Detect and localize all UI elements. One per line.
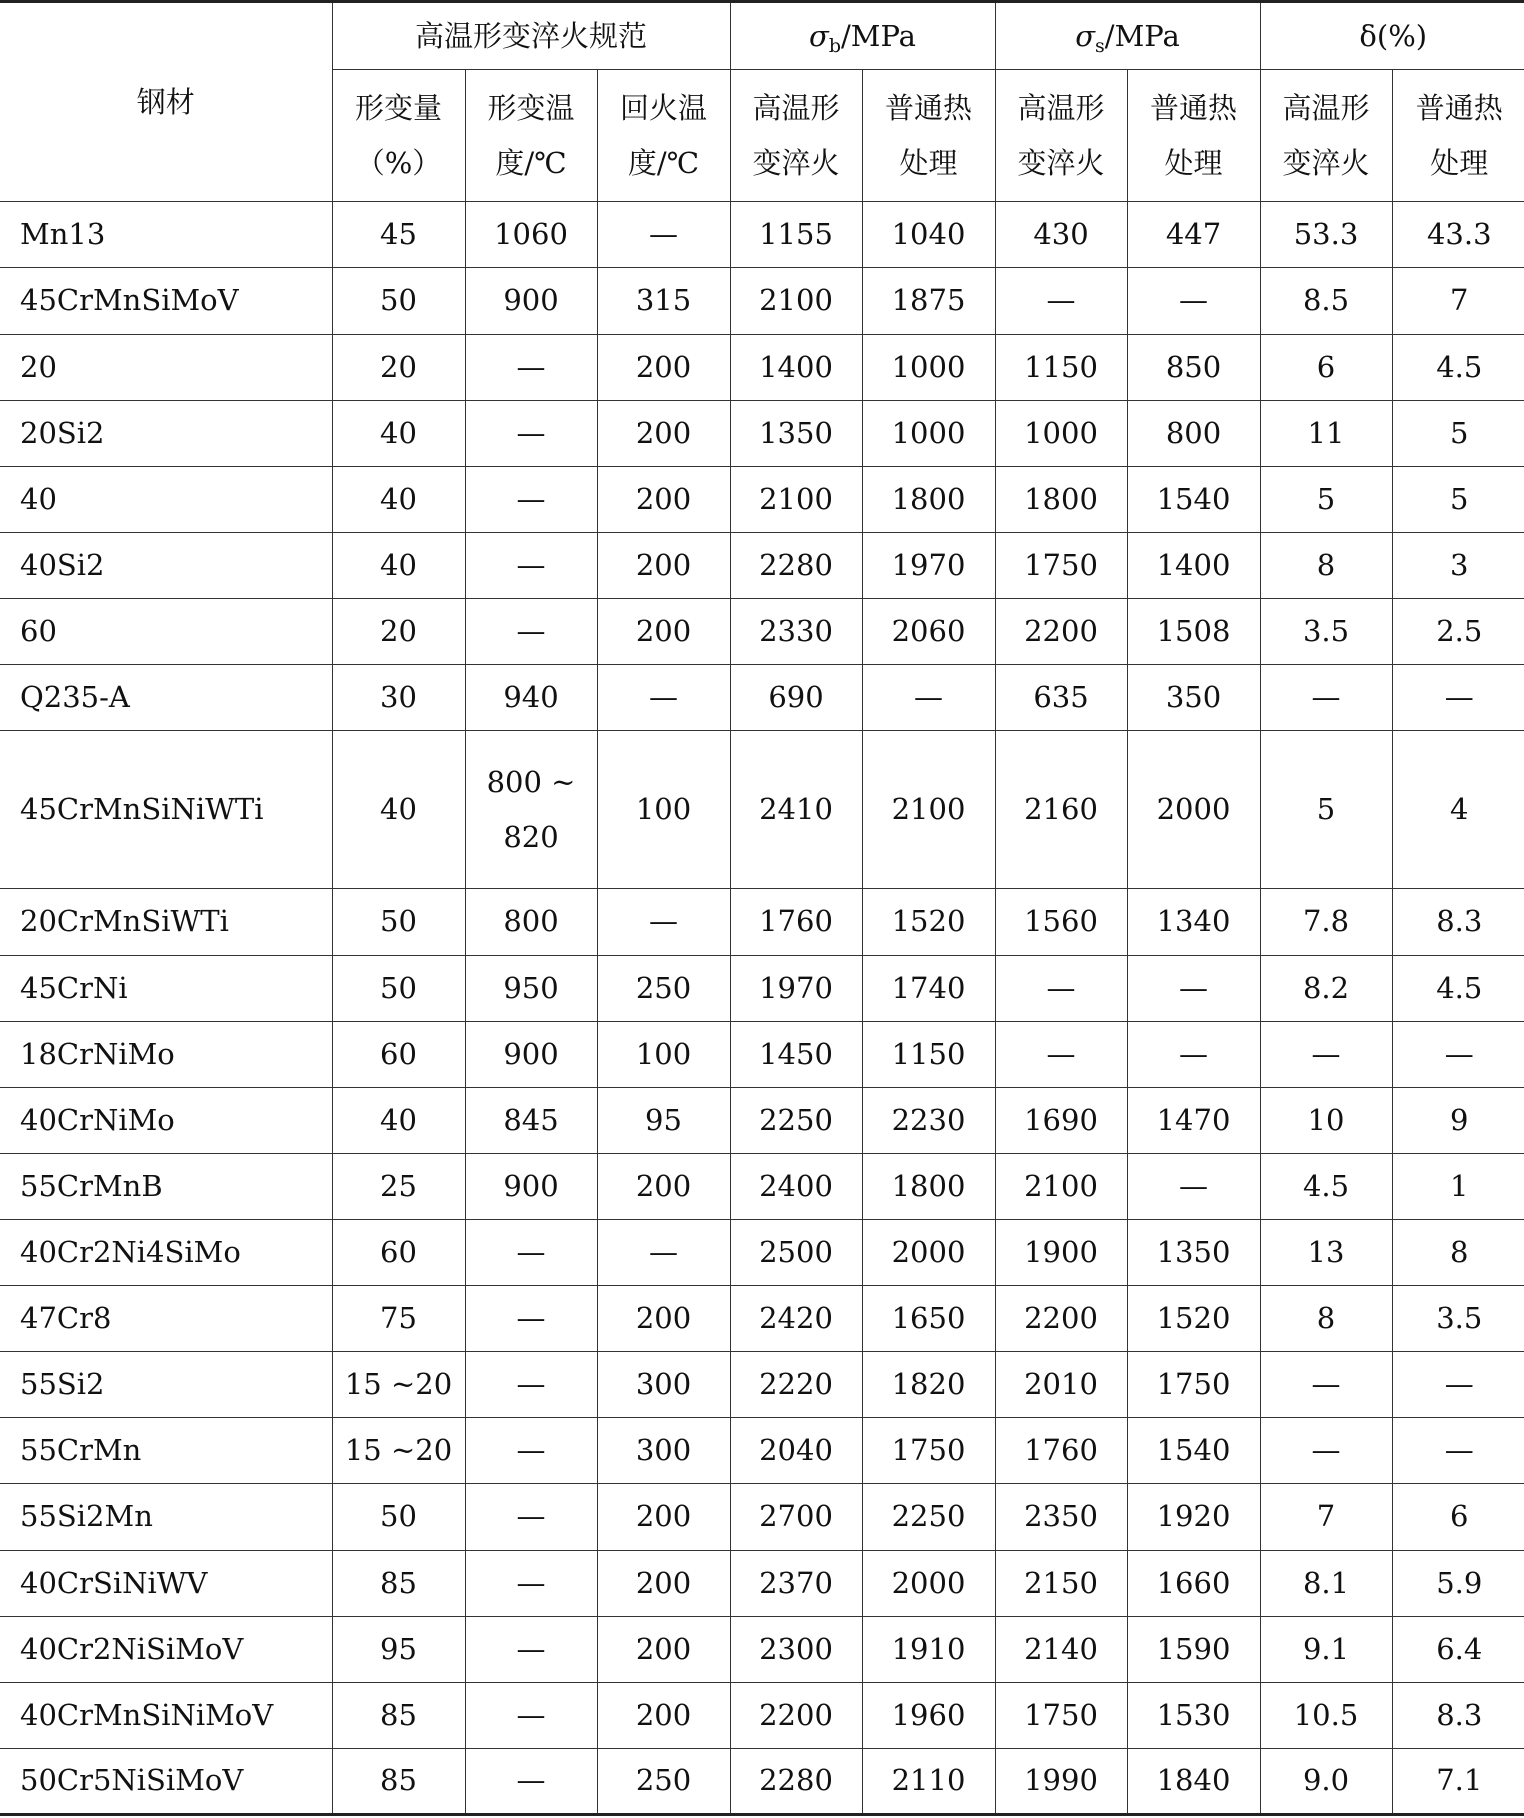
header-deform-amount: [332, 70, 465, 202]
table-cell: 2200: [995, 598, 1127, 664]
header-delta: δ(%): [1260, 2, 1524, 70]
table-cell: 2100: [730, 466, 862, 532]
table-cell: 300: [597, 1352, 730, 1418]
header-spec-group: 高温形变淬火规范: [332, 2, 730, 70]
table-cell: 1800: [995, 466, 1127, 532]
steel-name-cell: 40Cr2NiSiMoV: [0, 1616, 332, 1682]
table-cell: 1660: [1127, 1550, 1260, 1616]
table-cell: —: [597, 665, 730, 731]
table-cell: 8.3: [1392, 889, 1524, 955]
table-cell: 1840: [1127, 1748, 1260, 1814]
table-cell: —: [995, 1021, 1127, 1087]
table-cell: 1740: [862, 955, 995, 1021]
cell-line: 800 ~: [486, 764, 576, 799]
header-htmq-line2: 变淬火: [752, 145, 840, 180]
table-cell: 85: [332, 1550, 465, 1616]
steel-name-cell: 55Si2Mn: [0, 1484, 332, 1550]
steel-name-cell: 20Si2: [0, 400, 332, 466]
table-cell: 200: [597, 1550, 730, 1616]
table-cell: 40: [332, 731, 465, 889]
table-row: [0, 1682, 1524, 1748]
sigma-b-subscript: b: [828, 34, 841, 57]
table-cell: 2100: [730, 268, 862, 334]
header-temper-temp-line1: 回火温: [619, 90, 707, 125]
table-cell: 3.5: [1392, 1286, 1524, 1352]
table-cell: 1060: [465, 202, 597, 268]
header-delta-normal: [1392, 70, 1524, 202]
steel-name-cell: 55CrMn: [0, 1418, 332, 1484]
table-cell: 15 ~20: [332, 1418, 465, 1484]
table-cell: —: [1392, 1352, 1524, 1418]
table-cell: —: [1127, 1153, 1260, 1219]
table-row: [0, 466, 1524, 532]
table-cell: 845: [465, 1087, 597, 1153]
header-deform-temp: [465, 70, 597, 202]
table-cell: 7: [1260, 1484, 1392, 1550]
table-cell: —: [465, 400, 597, 466]
table-cell: 1155: [730, 202, 862, 268]
table-cell: 8.3: [1392, 1682, 1524, 1748]
header-htmq-line2: 变淬火: [1282, 145, 1370, 180]
table-cell: 10: [1260, 1087, 1392, 1153]
table-cell: 7.1: [1392, 1748, 1524, 1814]
header-normal-line1: 普通热: [1149, 90, 1237, 125]
table-cell: 1: [1392, 1153, 1524, 1219]
table-cell: 1760: [995, 1418, 1127, 1484]
table-cell: 950: [465, 955, 597, 1021]
table-cell: —: [597, 1220, 730, 1286]
table-cell: 250: [597, 955, 730, 1021]
table-cell: 5: [1392, 466, 1524, 532]
table-cell: 2280: [730, 532, 862, 598]
header-sigma-s-normal: [1127, 70, 1260, 202]
steel-name-cell: 60: [0, 598, 332, 664]
steel-name-cell: 18CrNiMo: [0, 1021, 332, 1087]
table-cell: 85: [332, 1682, 465, 1748]
table-cell: 50: [332, 1484, 465, 1550]
table-cell: —: [465, 1220, 597, 1286]
table-cell: 200: [597, 1616, 730, 1682]
table-cell: —: [1127, 268, 1260, 334]
header-sigma-b-htmq: [730, 70, 862, 202]
header-row-1: [0, 2, 1524, 70]
table-cell: 2100: [995, 1153, 1127, 1219]
table-cell: —: [1260, 1021, 1392, 1087]
header-delta-htmq: [1260, 70, 1392, 202]
table-row: [0, 1418, 1524, 1484]
table-cell: 1530: [1127, 1682, 1260, 1748]
header-normal-line2: 处理: [1430, 145, 1489, 180]
table-cell: 200: [597, 400, 730, 466]
table-cell: 2060: [862, 598, 995, 664]
table-row: [0, 532, 1524, 598]
table-cell: —: [1392, 1021, 1524, 1087]
table-cell: 200: [597, 1682, 730, 1748]
table-cell: 4.5: [1392, 955, 1524, 1021]
table-cell: 1340: [1127, 889, 1260, 955]
table-cell: 4: [1392, 731, 1524, 889]
table-cell: 2200: [995, 1286, 1127, 1352]
table-cell: 2000: [1127, 731, 1260, 889]
table-cell: —: [465, 1550, 597, 1616]
table-cell: 9.1: [1260, 1616, 1392, 1682]
steel-name-cell: 55CrMnB: [0, 1153, 332, 1219]
table-cell: 6: [1260, 334, 1392, 400]
header-htmq-line1: 高温形: [752, 90, 840, 125]
table-cell: 1920: [1127, 1484, 1260, 1550]
table-cell: 5: [1392, 400, 1524, 466]
steel-name-cell: 45CrMnSiNiWTi: [0, 731, 332, 889]
header-temper-temp-line2: 度/℃: [627, 145, 700, 180]
table-cell: 2140: [995, 1616, 1127, 1682]
table-cell: —: [995, 955, 1127, 1021]
table-cell: 1910: [862, 1616, 995, 1682]
header-htmq-line1: 高温形: [1017, 90, 1105, 125]
header-sigma-b: [730, 2, 995, 70]
table-cell: 800: [465, 889, 597, 955]
header-sigma-s-htmq: [995, 70, 1127, 202]
table-cell: 2010: [995, 1352, 1127, 1418]
table-cell: 1540: [1127, 1418, 1260, 1484]
table-cell: 800: [1127, 400, 1260, 466]
table-cell: 60: [332, 1220, 465, 1286]
table-cell: —: [995, 268, 1127, 334]
table-cell: 1960: [862, 1682, 995, 1748]
table-cell: 50: [332, 889, 465, 955]
table-cell: —: [465, 1484, 597, 1550]
header-sigma-s: [995, 2, 1260, 70]
table-cell: 1520: [862, 889, 995, 955]
header-deform-temp-line2: 度/℃: [495, 145, 567, 180]
table-cell: 60: [332, 1021, 465, 1087]
table-cell: 200: [597, 466, 730, 532]
table-cell: [465, 731, 597, 889]
table-cell: 350: [1127, 665, 1260, 731]
table-cell: 1350: [730, 400, 862, 466]
table-cell: 2420: [730, 1286, 862, 1352]
table-cell: 1750: [862, 1418, 995, 1484]
table-cell: 1150: [862, 1021, 995, 1087]
table-cell: —: [465, 532, 597, 598]
table-cell: 75: [332, 1286, 465, 1352]
steel-name-cell: Q235-A: [0, 665, 332, 731]
table-cell: 1000: [862, 334, 995, 400]
table-cell: 200: [597, 1153, 730, 1219]
table-cell: 95: [597, 1087, 730, 1153]
table-cell: 2350: [995, 1484, 1127, 1550]
table-cell: 1750: [1127, 1352, 1260, 1418]
table-cell: 1400: [1127, 532, 1260, 598]
table-cell: 2150: [995, 1550, 1127, 1616]
table-cell: 40: [332, 532, 465, 598]
table-cell: 1750: [995, 532, 1127, 598]
table-cell: 40: [332, 466, 465, 532]
table-cell: 635: [995, 665, 1127, 731]
table-row: [0, 1352, 1524, 1418]
table-cell: 1508: [1127, 598, 1260, 664]
table-cell: 1470: [1127, 1087, 1260, 1153]
table-cell: 1590: [1127, 1616, 1260, 1682]
table-cell: 2250: [730, 1087, 862, 1153]
table-cell: 2160: [995, 731, 1127, 889]
table-cell: —: [465, 1616, 597, 1682]
table-cell: 9.0: [1260, 1748, 1392, 1814]
table-cell: 40: [332, 400, 465, 466]
table-cell: 6: [1392, 1484, 1524, 1550]
table-cell: 1900: [995, 1220, 1127, 1286]
table-row: [0, 1087, 1524, 1153]
steel-name-cell: 20CrMnSiWTi: [0, 889, 332, 955]
table-cell: 1040: [862, 202, 995, 268]
sigma-b-symbol: σ: [809, 18, 829, 53]
table-cell: 8: [1260, 1286, 1392, 1352]
table-cell: 5: [1260, 466, 1392, 532]
table-cell: 1800: [862, 1153, 995, 1219]
steel-name-cell: 50Cr5NiSiMoV: [0, 1748, 332, 1814]
table-cell: 1560: [995, 889, 1127, 955]
table-cell: —: [1127, 955, 1260, 1021]
table-cell: —: [1392, 1418, 1524, 1484]
table-cell: 20: [332, 598, 465, 664]
table-row: [0, 955, 1524, 1021]
table-row: [0, 1286, 1524, 1352]
table-cell: 900: [465, 1021, 597, 1087]
table-cell: 6.4: [1392, 1616, 1524, 1682]
table-cell: 940: [465, 665, 597, 731]
table-cell: 2100: [862, 731, 995, 889]
table-cell: 50: [332, 955, 465, 1021]
table-cell: 2400: [730, 1153, 862, 1219]
table-cell: 1690: [995, 1087, 1127, 1153]
table-cell: 8.5: [1260, 268, 1392, 334]
table-cell: —: [465, 1286, 597, 1352]
table-row: [0, 1484, 1524, 1550]
table-cell: 100: [597, 731, 730, 889]
table-cell: 690: [730, 665, 862, 731]
table-cell: 2000: [862, 1550, 995, 1616]
table-cell: 50: [332, 268, 465, 334]
table-cell: 1350: [1127, 1220, 1260, 1286]
table-cell: 1000: [995, 400, 1127, 466]
table-cell: —: [465, 1682, 597, 1748]
table-cell: —: [597, 889, 730, 955]
table-cell: 200: [597, 1286, 730, 1352]
steel-name-cell: 40Cr2Ni4SiMo: [0, 1220, 332, 1286]
table-cell: —: [862, 665, 995, 731]
header-deform-amount-line2: （%）: [355, 145, 442, 180]
table-cell: 1875: [862, 268, 995, 334]
cell-line: 820: [503, 819, 559, 854]
table-cell: 1520: [1127, 1286, 1260, 1352]
table-cell: 5.9: [1392, 1550, 1524, 1616]
steel-name-cell: 40CrNiMo: [0, 1087, 332, 1153]
sigma-b-unit: /MPa: [841, 18, 916, 53]
table-row: [0, 400, 1524, 466]
table-cell: 2330: [730, 598, 862, 664]
table-cell: 2280: [730, 1748, 862, 1814]
table-cell: 1400: [730, 334, 862, 400]
sigma-s-unit: /MPa: [1104, 18, 1180, 53]
table-cell: 2370: [730, 1550, 862, 1616]
table-cell: 11: [1260, 400, 1392, 466]
table-cell: 40: [332, 1087, 465, 1153]
steel-name-cell: 45CrNi: [0, 955, 332, 1021]
table-cell: 200: [597, 1484, 730, 1550]
table-cell: 2000: [862, 1220, 995, 1286]
table-cell: 5: [1260, 731, 1392, 889]
table-cell: 13: [1260, 1220, 1392, 1286]
table-cell: —: [597, 202, 730, 268]
steel-name-cell: Mn13: [0, 202, 332, 268]
table-cell: 53.3: [1260, 202, 1392, 268]
table-row: [0, 731, 1524, 889]
table-cell: —: [465, 1748, 597, 1814]
header-htmq-line1: 高温形: [1282, 90, 1370, 125]
table-cell: 2110: [862, 1748, 995, 1814]
table-cell: 20: [332, 334, 465, 400]
table-row: [0, 1021, 1524, 1087]
sigma-s-subscript: s: [1095, 34, 1105, 57]
table-cell: 1970: [730, 955, 862, 1021]
table-cell: 85: [332, 1748, 465, 1814]
header-normal-line2: 处理: [1164, 145, 1223, 180]
table-row: [0, 1153, 1524, 1219]
table-cell: 4.5: [1260, 1153, 1392, 1219]
table-cell: 1540: [1127, 466, 1260, 532]
table-cell: 2220: [730, 1352, 862, 1418]
table-cell: 430: [995, 202, 1127, 268]
table-row: [0, 334, 1524, 400]
table-cell: 8: [1392, 1220, 1524, 1286]
steel-name-cell: 47Cr8: [0, 1286, 332, 1352]
table-cell: 2230: [862, 1087, 995, 1153]
table-cell: 7: [1392, 268, 1524, 334]
header-deform-temp-line1: 形变温: [487, 90, 575, 125]
table-row: [0, 1550, 1524, 1616]
sigma-s-symbol: σ: [1075, 18, 1096, 53]
table-cell: —: [1260, 1418, 1392, 1484]
table-row: [0, 598, 1524, 664]
header-normal-line1: 普通热: [1415, 90, 1503, 125]
table-cell: —: [465, 334, 597, 400]
table-cell: 9: [1392, 1087, 1524, 1153]
table-cell: 1150: [995, 334, 1127, 400]
table-cell: 315: [597, 268, 730, 334]
table-cell: 1970: [862, 532, 995, 598]
table-row: [0, 202, 1524, 268]
table-row: [0, 1220, 1524, 1286]
table-cell: 2200: [730, 1682, 862, 1748]
header-steel: 钢材: [0, 2, 332, 202]
table-cell: 900: [465, 268, 597, 334]
header-temper-temp: [597, 70, 730, 202]
table-row: [0, 1616, 1524, 1682]
table-cell: 15 ~20: [332, 1352, 465, 1418]
table-cell: —: [1260, 1352, 1392, 1418]
table-cell: 2.5: [1392, 598, 1524, 664]
header-htmq-line2: 变淬火: [1017, 145, 1105, 180]
table-cell: 8.1: [1260, 1550, 1392, 1616]
steel-name-cell: 55Si2: [0, 1352, 332, 1418]
table-cell: 1000: [862, 400, 995, 466]
table-cell: 2500: [730, 1220, 862, 1286]
table-cell: 95: [332, 1616, 465, 1682]
steel-name-cell: 40CrSiNiWV: [0, 1550, 332, 1616]
steel-name-cell: 20: [0, 334, 332, 400]
table-cell: 1800: [862, 466, 995, 532]
table-cell: 1820: [862, 1352, 995, 1418]
table-cell: 200: [597, 334, 730, 400]
table-cell: —: [465, 598, 597, 664]
table-cell: 45: [332, 202, 465, 268]
table-cell: 250: [597, 1748, 730, 1814]
table-cell: 2040: [730, 1418, 862, 1484]
header-normal-line1: 普通热: [884, 90, 972, 125]
table-row: [0, 665, 1524, 731]
steel-name-cell: 40CrMnSiNiMoV: [0, 1682, 332, 1748]
table-cell: 3.5: [1260, 598, 1392, 664]
table-cell: —: [1260, 665, 1392, 731]
table-cell: 2700: [730, 1484, 862, 1550]
table-cell: 1990: [995, 1748, 1127, 1814]
table-cell: 1450: [730, 1021, 862, 1087]
steel-name-cell: 40: [0, 466, 332, 532]
table-cell: 200: [597, 532, 730, 598]
table-cell: 200: [597, 598, 730, 664]
table-row: [0, 1748, 1524, 1814]
table-cell: 2300: [730, 1616, 862, 1682]
table-cell: 447: [1127, 202, 1260, 268]
table-cell: 850: [1127, 334, 1260, 400]
header-sigma-b-normal: [862, 70, 995, 202]
header-deform-amount-line1: 形变量: [354, 90, 442, 125]
table-cell: 10.5: [1260, 1682, 1392, 1748]
table-cell: 43.3: [1392, 202, 1524, 268]
table-cell: 3: [1392, 532, 1524, 598]
table-cell: —: [465, 1352, 597, 1418]
table-cell: 100: [597, 1021, 730, 1087]
table-cell: —: [465, 466, 597, 532]
table-cell: —: [465, 1418, 597, 1484]
table-cell: 1750: [995, 1682, 1127, 1748]
header-normal-line2: 处理: [899, 145, 958, 180]
table-cell: 8: [1260, 532, 1392, 598]
table-row: [0, 268, 1524, 334]
table-cell: 1760: [730, 889, 862, 955]
table-cell: 1650: [862, 1286, 995, 1352]
table-cell: 25: [332, 1153, 465, 1219]
table-row: [0, 889, 1524, 955]
table-cell: 900: [465, 1153, 597, 1219]
table-cell: 4.5: [1392, 334, 1524, 400]
table-cell: —: [1392, 665, 1524, 731]
steel-name-cell: 45CrMnSiMoV: [0, 268, 332, 334]
table-cell: 2250: [862, 1484, 995, 1550]
table-cell: 7.8: [1260, 889, 1392, 955]
table-cell: 2410: [730, 731, 862, 889]
steel-name-cell: 40Si2: [0, 532, 332, 598]
table-cell: —: [1127, 1021, 1260, 1087]
table-cell: 8.2: [1260, 955, 1392, 1021]
table-cell: 300: [597, 1418, 730, 1484]
table-cell: 30: [332, 665, 465, 731]
